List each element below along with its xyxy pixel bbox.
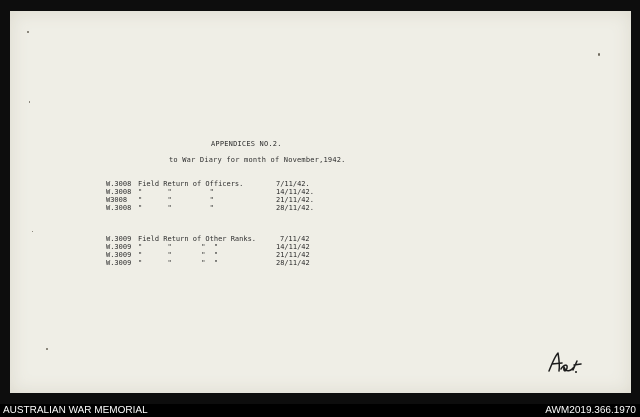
officers-desc: " " " [138,188,214,196]
other-ranks-desc: " " " " [138,243,219,251]
footer-institution: AUSTRALIAN WAR MEMORIAL [3,405,148,416]
other-ranks-desc: " " " " [138,259,219,267]
paper-speck [29,101,30,103]
document-subtitle: to War Diary for month of November,1942. [169,156,346,164]
officers-desc: " " " [138,196,214,204]
officers-date: 7/11/42. [276,180,310,188]
document-title: APPENDICES NO.2. [211,140,282,148]
archive-footer [0,404,640,417]
other-ranks-date: 7/11/42 [280,235,310,243]
other-ranks-desc: Field Return of Other Ranks. [138,235,257,243]
officers-desc: " " " [138,204,214,212]
other-ranks-date: 28/11/42 [276,259,310,267]
footer-accession-number: AWM2019.366.1970 [545,405,636,416]
handwritten-signature [543,349,585,377]
officers-date: 28/11/42. [276,204,314,212]
officers-code: W3008 [106,196,128,204]
other-ranks-date: 21/11/42 [276,251,310,259]
other-ranks-date: 14/11/42 [276,243,310,251]
other-ranks-code: W.3009 [106,235,132,243]
paper-speck [27,31,29,33]
other-ranks-code: W.3009 [106,259,132,267]
officers-code: W.3008 [106,204,132,212]
document-sheet [10,11,631,393]
officers-desc: Field Return of Officers. [138,180,244,188]
officers-code: W.3008 [106,180,132,188]
paper-speck [46,348,48,350]
paper-speck [598,53,600,56]
paper-speck [32,231,33,232]
other-ranks-code: W.3009 [106,243,132,251]
officers-date: 14/11/42. [276,188,314,196]
officers-code: W.3008 [106,188,132,196]
officers-date: 21/11/42. [276,196,314,204]
other-ranks-code: W.3009 [106,251,132,259]
other-ranks-desc: " " " " [138,251,219,259]
